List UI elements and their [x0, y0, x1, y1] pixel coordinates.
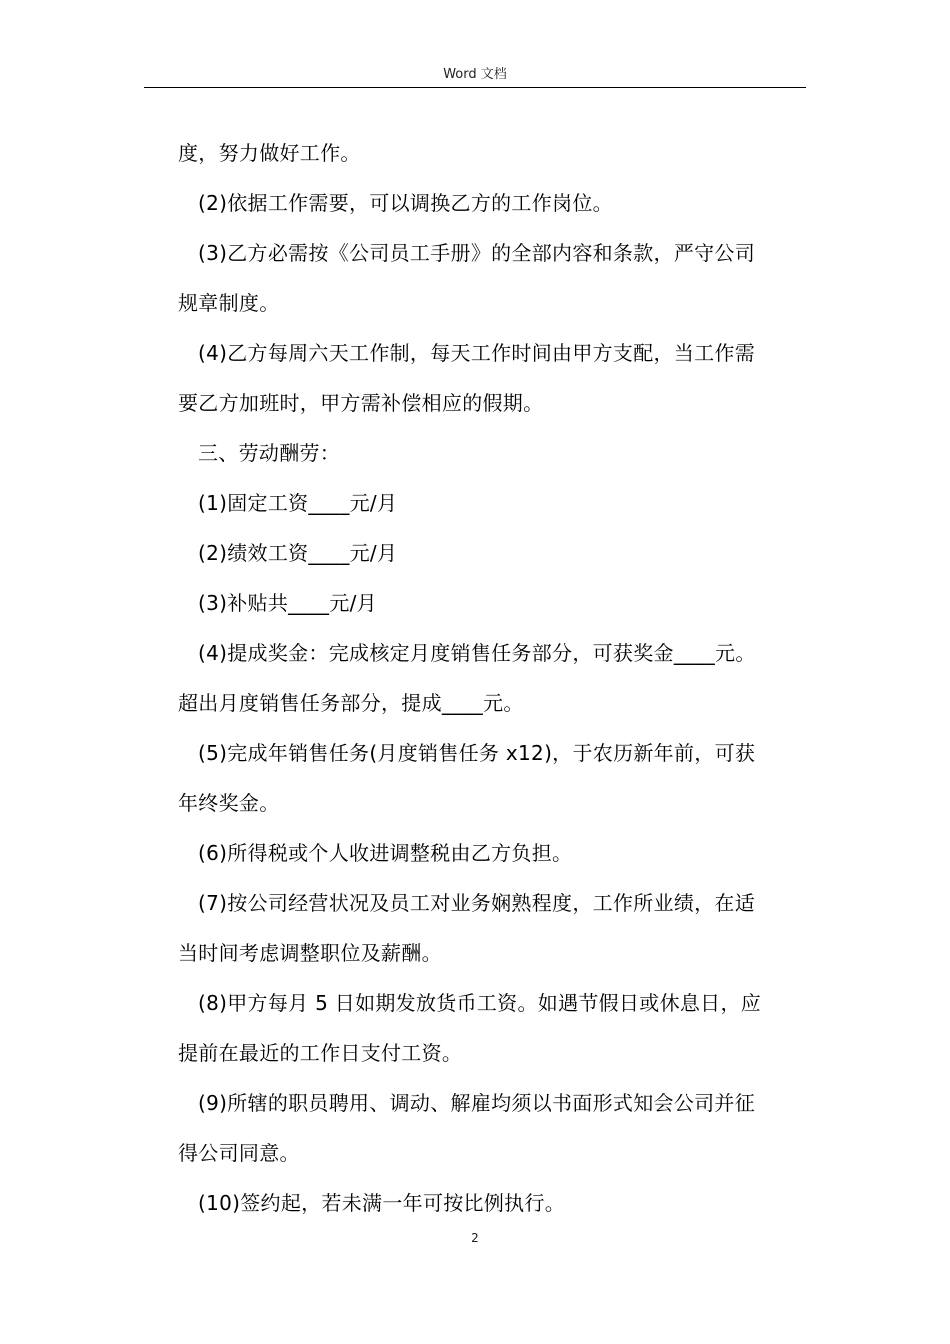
paragraph-line: 三、劳动酬劳：	[198, 441, 341, 465]
paragraph-line: 得公司同意。	[178, 1141, 300, 1165]
paragraph-line: (10)签约起，若未满一年可按比例执行。	[198, 1191, 566, 1215]
document-body	[178, 128, 808, 1228]
paragraph-line: 规章制度。	[178, 291, 280, 315]
paragraph-line: 度，努力做好工作。	[178, 141, 361, 165]
paragraph-line: (5)完成年销售任务(月度销售任务 x12)，于农历新年前，可获	[198, 741, 756, 765]
paragraph-line: (3)补贴共____元/月	[198, 591, 377, 615]
paragraph-line: (3)乙方必需按《公司员工手册》的全部内容和条款，严守公司	[198, 241, 756, 265]
paragraph-line: (1)固定工资____元/月	[198, 491, 398, 515]
paragraph-line: (2)绩效工资____元/月	[198, 541, 398, 565]
header-divider	[144, 87, 806, 88]
paragraph-line: 超出月度销售任务部分，提成____元。	[178, 691, 524, 715]
paragraph-line: 年终奖金。	[178, 791, 280, 815]
document-header-title: Word 文档	[443, 67, 507, 82]
paragraph-line: (6)所得税或个人收进调整税由乙方负担。	[198, 841, 573, 865]
paragraph-line: (4)提成奖金：完成核定月度销售任务部分，可获奖金____元。	[198, 641, 756, 665]
paragraph-line: 当时间考虑调整职位及薪酬。	[178, 941, 442, 965]
paragraph-line: (4)乙方每周六天工作制，每天工作时间由甲方支配，当工作需	[198, 341, 756, 365]
paragraph-line: 要乙方加班时，甲方需补偿相应的假期。	[178, 391, 544, 415]
paragraph-line: 提前在最近的工作日支付工资。	[178, 1041, 463, 1065]
paragraph-line: (2)依据工作需要，可以调换乙方的工作岗位。	[198, 191, 613, 215]
page-number: 2	[471, 1231, 479, 1245]
paragraph-line: (8)甲方每月 5 日如期发放货币工资。如遇节假日或休息日，应	[198, 991, 762, 1015]
paragraph-line: (9)所辖的职员聘用、调动、解雇均须以书面形式知会公司并征	[198, 1091, 756, 1115]
paragraph-line: (7)按公司经营状况及员工对业务娴熟程度，工作所业绩，在适	[198, 891, 756, 915]
